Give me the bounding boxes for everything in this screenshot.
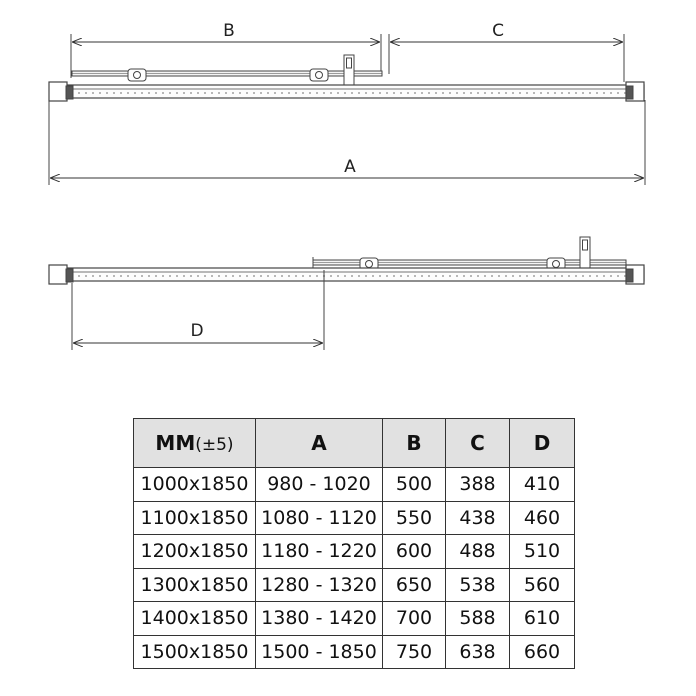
cell-b: 700 bbox=[383, 602, 446, 636]
cell-b: 650 bbox=[383, 568, 446, 602]
cell-c: 588 bbox=[446, 602, 510, 636]
header-d: D bbox=[510, 419, 575, 468]
header-c: C bbox=[446, 419, 510, 468]
cell-d: 610 bbox=[510, 602, 575, 636]
cell-b: 500 bbox=[383, 468, 446, 502]
cell-a: 1180 - 1220 bbox=[256, 535, 383, 569]
table-header-row bbox=[134, 419, 575, 468]
dimension-c-label: C bbox=[492, 21, 504, 41]
cell-d: 410 bbox=[510, 468, 575, 502]
cell-b: 550 bbox=[383, 501, 446, 535]
table-row bbox=[134, 468, 575, 502]
cell-size: 1500x1850 bbox=[134, 635, 256, 669]
header-a: A bbox=[256, 419, 383, 468]
cell-d: 560 bbox=[510, 568, 575, 602]
dimension-d bbox=[73, 321, 323, 343]
cell-d: 660 bbox=[510, 635, 575, 669]
cell-d: 460 bbox=[510, 501, 575, 535]
cell-a: 980 - 1020 bbox=[256, 468, 383, 502]
dimension-b bbox=[72, 21, 380, 42]
cell-a: 1080 - 1120 bbox=[256, 501, 383, 535]
dimension-b-label: B bbox=[223, 21, 235, 41]
dimension-a-label: A bbox=[344, 157, 356, 177]
cell-a: 1500 - 1850 bbox=[256, 635, 383, 669]
table-row bbox=[134, 501, 575, 535]
cell-c: 388 bbox=[446, 468, 510, 502]
header-size bbox=[134, 419, 256, 468]
cell-size: 1200x1850 bbox=[134, 535, 256, 569]
dimension-a bbox=[50, 157, 644, 178]
cell-size: 1400x1850 bbox=[134, 602, 256, 636]
cell-d: 510 bbox=[510, 535, 575, 569]
open-door-drawing bbox=[49, 237, 644, 350]
cell-size: 1300x1850 bbox=[134, 568, 256, 602]
header-b: B bbox=[383, 419, 446, 468]
cell-a: 1380 - 1420 bbox=[256, 602, 383, 636]
table-row bbox=[134, 635, 575, 669]
cell-c: 438 bbox=[446, 501, 510, 535]
cell-c: 538 bbox=[446, 568, 510, 602]
table-row bbox=[134, 535, 575, 569]
table-row bbox=[134, 602, 575, 636]
dimension-d-label: D bbox=[190, 321, 204, 341]
cell-b: 600 bbox=[383, 535, 446, 569]
cell-b: 750 bbox=[383, 635, 446, 669]
cell-a: 1280 - 1320 bbox=[256, 568, 383, 602]
cell-c: 488 bbox=[446, 535, 510, 569]
size-unit-label: MM bbox=[155, 431, 196, 455]
tolerance-label: (±5) bbox=[195, 435, 234, 455]
cell-size: 1000x1850 bbox=[134, 468, 256, 502]
dimension-c bbox=[390, 21, 623, 42]
dimensions-table bbox=[133, 418, 575, 669]
cell-size: 1100x1850 bbox=[134, 501, 256, 535]
cell-c: 638 bbox=[446, 635, 510, 669]
table-row bbox=[134, 568, 575, 602]
